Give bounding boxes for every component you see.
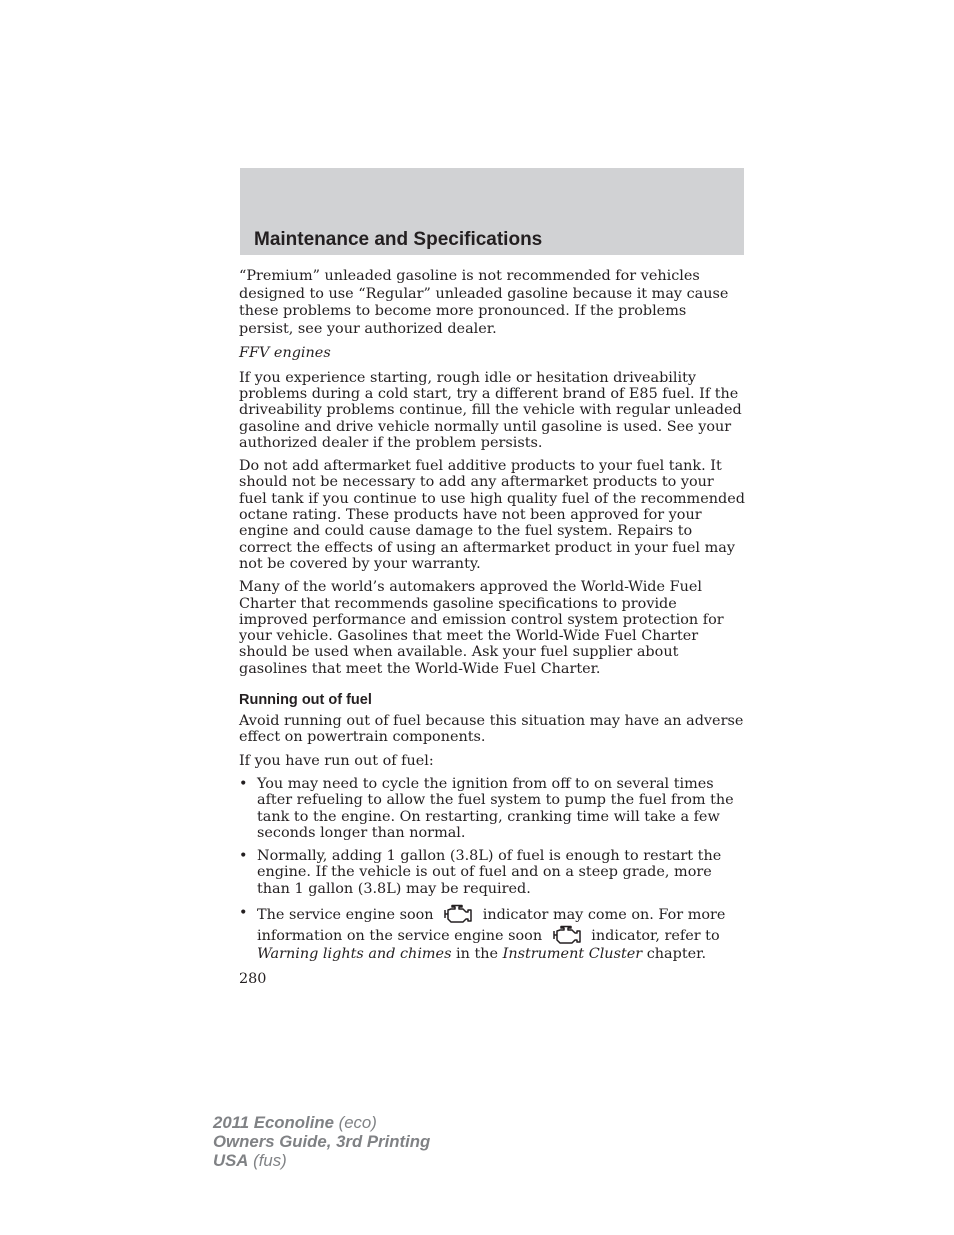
paragraph-ffv: If you experience starting, rough idle or hesitation driveability problems during a cold start, try a different brand of E85 fuel. If the driveability problems continue, fill the vehicle with regular unleaded gasoline and drive vehicle normally until gasoline is used. See your authorized dealer if the problem persists. (239, 369, 742, 451)
footer-guide: Owners Guide, 3rd Printing (213, 1132, 431, 1151)
bullet-marker: • (239, 904, 248, 921)
section-header-band (240, 168, 744, 255)
bullet-text-part: The service engine soon (257, 906, 434, 923)
document-footer (213, 1113, 430, 1170)
bullet-text: You may need to cycle the ignition from off to on several times after refueling to allow the fuel system to pump the fuel from the tank to the engine. On restarting, cranking time will take a few seconds longer than normal. (257, 775, 734, 841)
footer-line-model (213, 1113, 430, 1132)
footer-market: USA (213, 1151, 249, 1170)
bullet-text-part: chapter. (646, 946, 707, 963)
paragraph-fuel-charter: Many of the world’s automakers approved the World-Wide Fuel Charter that recommends gasoline specifications to provide improved performance and emission control system protection for your vehicle. Gasolines that meet the World-Wide Fuel Charter should be used when available. Ask your fuel supplier about gasolines that meet the World-Wide Fuel Charter. (239, 579, 724, 677)
list-item (239, 904, 745, 964)
bullet-text: Normally, adding 1 gallon (3.8L) of fuel is enough to restart the engine. If the vehicle is out of fuel and on a steep grade, more than 1 gallon (3.8L) may be required. (257, 848, 722, 897)
bullet-text-part: indicator may come on. For more information on the service engine soon (257, 906, 726, 944)
bullet-marker: • (239, 848, 248, 865)
paragraph-if-run-out: If you have run out of fuel: (239, 752, 434, 769)
service-engine-soon-icon (549, 925, 583, 945)
bullet-text-part: in the (456, 946, 499, 963)
footer-model: 2011 Econoline (213, 1113, 334, 1132)
run-out-bullet-list (239, 776, 745, 964)
cross-reference-instrument-cluster: Instrument Cluster (502, 946, 643, 963)
paragraph-additives: Do not add aftermarket fuel additive products to your fuel tank. It should not be necessary to add any aftermarket products to your fuel tank if you continue to use high quality fuel of the recommended octane rating. These products have not been approved for your engine and could cause damage to the fuel system. Repairs to correct the effects of using an aftermarket product in your fuel may not be covered by your warranty. (239, 458, 745, 572)
page-body (239, 268, 745, 987)
footer-model-code: (eco) (338, 1113, 377, 1132)
footer-line-guide (213, 1132, 430, 1151)
footer-market-code: (fus) (253, 1151, 287, 1170)
bullet-text-part: indicator, refer to (591, 927, 720, 944)
list-item (239, 848, 745, 897)
paragraph-premium: “Premium” unleaded gasoline is not recommended for vehicles designed to use “Regular” unleaded gasoline because it may cause these problems to become more pronounced. If the problems persist, see your authorized dealer. (239, 268, 729, 337)
service-engine-soon-icon (440, 904, 474, 924)
page-number: 280 (239, 970, 267, 987)
section-title: Maintenance and Specifications (254, 229, 543, 250)
cross-reference-warning-lights: Warning lights and chimes (257, 946, 452, 963)
paragraph-avoid: Avoid running out of fuel because this situation may have an adverse effect on powertrain components. (239, 713, 744, 746)
running-out-of-fuel-heading: Running out of fuel (239, 692, 372, 709)
bullet-marker: • (239, 775, 248, 792)
ffv-engines-heading: FFV engines (239, 345, 331, 362)
footer-line-market (213, 1151, 430, 1170)
list-item (239, 776, 745, 841)
